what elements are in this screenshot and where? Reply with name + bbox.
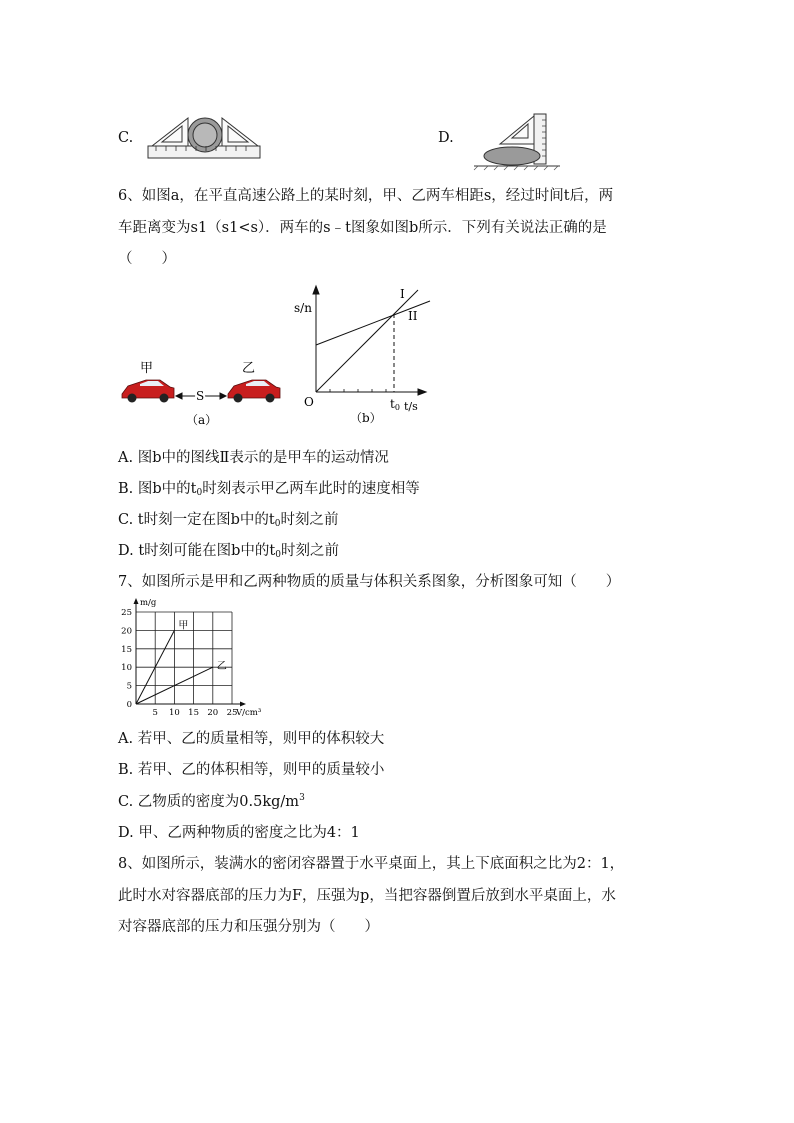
option-text: C. 乙物质的密度为0.5kg/m — [118, 794, 300, 810]
y-axis-label: m/g — [140, 598, 157, 608]
q8-text-line2: 此时水对容器底部的压力为F，压强为p，当把容器倒置后放到水平桌面上，水 — [118, 888, 616, 904]
y-tick-label: 10 — [121, 663, 132, 674]
y-tick-label: 25 — [121, 608, 132, 618]
q8-text-line1: 8、如图所示，装满水的密闭容器置于水平桌面上，其上下底面积之比为2：1， — [118, 856, 625, 872]
option-text-tail: 时刻表示甲乙两车此时的速度相等 — [202, 481, 420, 497]
q7-option-d[interactable] — [118, 821, 360, 842]
fig-b-ylabel: s/n — [294, 301, 312, 315]
x-tick-label: 15 — [188, 708, 200, 718]
car-yi-label: 乙 — [242, 361, 256, 376]
fig-b-xlabel: t/s — [404, 400, 418, 413]
figure-b-caption: （b） — [350, 411, 382, 425]
option-text: D. 甲、乙两种物质的密度之比为4：1 — [118, 825, 360, 841]
line-I — [316, 290, 418, 392]
line-II — [316, 301, 430, 345]
q5-option-d-figure — [470, 110, 570, 172]
x-tick-label: 5 — [152, 708, 158, 718]
figure-a-caption: （a） — [186, 413, 218, 427]
x-tick-label: 10 — [168, 708, 180, 718]
q5-option-c-label: C. — [118, 130, 134, 146]
q7-text-line1: 7、如图所示是甲和乙两种物质的质量与体积关系图象，分析图象可知（ ） — [118, 574, 621, 590]
option-text: C. t时刻一定在图b中的t — [118, 512, 275, 528]
q7-mass-volume-chart — [112, 596, 262, 720]
option-subscript: 0 — [275, 550, 281, 560]
option-text: A. 图b中的图线Ⅱ表示的是甲车的运动情况 — [118, 450, 389, 466]
q7-option-c[interactable] — [118, 790, 305, 811]
chart-labels — [140, 598, 261, 718]
q6-text-line3: （ ） — [118, 251, 176, 267]
y-axis-arrow — [134, 598, 139, 604]
chart-axes — [134, 598, 247, 707]
series-label-jia: 甲 — [178, 620, 189, 632]
q6-option-d[interactable] — [118, 539, 339, 560]
option-text: B. 图b中的t — [118, 481, 197, 497]
car-yi-icon — [228, 380, 280, 403]
option-subscript: 0 — [196, 488, 203, 498]
fig-b-origin: O — [304, 395, 314, 409]
q6-figure-a — [116, 356, 286, 431]
q8-text-line3: 对容器底部的压力和压强分别为（ ） — [118, 919, 379, 935]
q6-option-a[interactable] — [118, 446, 389, 467]
car-jia-icon — [122, 380, 174, 403]
line-II-label: II — [408, 309, 418, 323]
q6-figure-b — [290, 282, 440, 432]
q7-option-b[interactable] — [118, 758, 384, 779]
q6-text-line1: 6、如图a，在平直高速公路上的某时刻，甲、乙两车相距s，经过时间t后，两 — [118, 188, 614, 204]
option-text-tail: 时刻之前 — [280, 512, 339, 528]
series-label-yi: 乙 — [216, 661, 227, 673]
q6-text-line2: 车距离变为s1（s1<s）．两车的s﹣t图象如图b所示．下列有关说法正确的是 — [118, 220, 607, 236]
y-tick-label: 15 — [121, 644, 132, 655]
line-I-label: I — [400, 287, 405, 301]
q6-option-b[interactable] — [118, 477, 420, 498]
option-text-tail: 时刻之前 — [281, 543, 339, 559]
option-text: A. 若甲、乙的质量相等，则甲的体积较大 — [118, 731, 385, 747]
distance-label: S — [196, 389, 205, 403]
y-tick-label: 0 — [126, 700, 132, 710]
option-text: D. t时刻可能在图b中的t — [118, 543, 276, 559]
option-subscript: 0 — [274, 519, 281, 529]
y-tick-label: 20 — [121, 626, 132, 637]
option-superscript: 3 — [299, 793, 305, 803]
q6-option-c[interactable] — [118, 508, 338, 529]
q5-option-c-figure — [146, 110, 266, 170]
car-jia-label: 甲 — [140, 361, 154, 376]
option-text: B. 若甲、乙的体积相等，则甲的质量较小 — [118, 762, 385, 778]
x-tick-label: 20 — [207, 708, 219, 718]
q5-option-d-label: D. — [438, 130, 454, 146]
x-axis-label: V/cm³ — [236, 708, 262, 718]
y-tick-label: 5 — [126, 681, 132, 692]
x-tick-label: 25 — [226, 708, 238, 718]
fig-b-t0-label: t0 — [390, 397, 400, 412]
q7-option-a[interactable] — [118, 727, 384, 748]
x-axis-arrow — [240, 702, 246, 707]
